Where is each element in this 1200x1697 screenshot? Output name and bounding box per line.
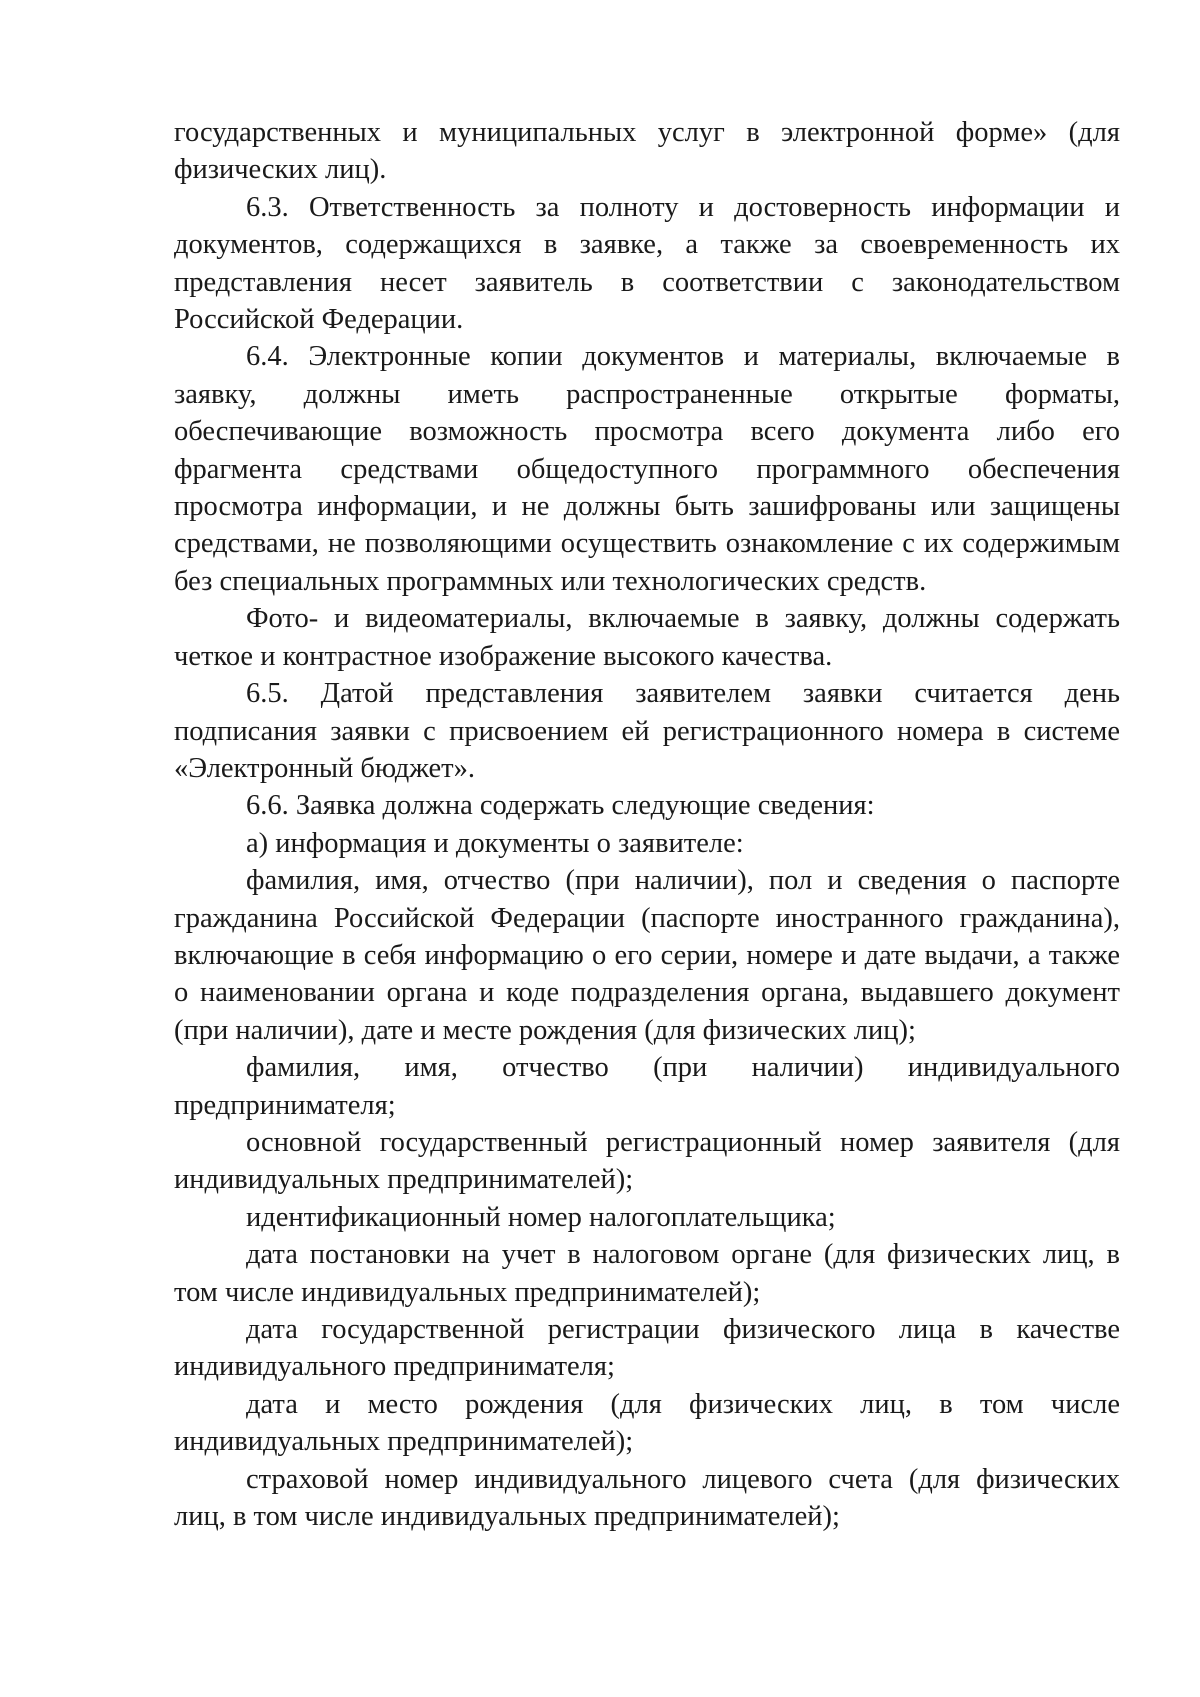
paragraph-tax-registration-date: дата постановки на учет в налоговом органе (для физических лиц, в том числе индивидуальных предпринимателей); [174, 1239, 1120, 1308]
paragraph-6-3: 6.3. Ответственность за полноту и достоверность информации и документов, содержащихся в заявке, а также за своевременность их представления несет заявитель в соответствии с законодательством Российской Федерации. [174, 191, 1120, 336]
paragraph-snils: страховой номер индивидуального лицевого счета (для физических лиц, в том числе индивидуальных предпринимателей); [174, 1463, 1120, 1533]
paragraph-birth-date-place: дата и место рождения (для физических лиц, в том числе индивидуальных предпринимателей); [174, 1388, 1120, 1458]
paragraph-6-6: 6.6. Заявка должна содержать следующие сведения: [246, 790, 875, 822]
paragraph-full-name-passport: фамилия, имя, отчество (при наличии), пол и сведения о паспорте гражданина Российской Федерации (паспорте иностранного гражданина), включающие в себя информацию о его серии, номере и дате выдачи, а также о наименовании органа и коде подразделения органа, выдавшего документ (при наличии), дате и месте рождения (для физических лиц); [174, 865, 1120, 1046]
paragraph-6-5: 6.5. Датой представления заявителем заявки считается день подписания заявки с присвоением ей регистрационного номера в системе «Электронный бюджет». [174, 678, 1120, 784]
paragraph-photo-video: Фото- и видеоматериалы, включаемые в заявку, должны содержать четкое и контрастное изображение высокого качества. [174, 603, 1120, 672]
paragraph-entrepreneur-name: фамилия, имя, отчество (при наличии) индивидуального предпринимателя; [174, 1052, 1120, 1121]
paragraph-continuation: государственных и муниципальных услуг в электронной форме» (для физических лиц). [174, 117, 1120, 186]
paragraph-6-4: 6.4. Электронные копии документов и материалы, включаемые в заявку, должны иметь распространенные открытые форматы, обеспечивающие возможность просмотра всего документа либо его фрагмента средствами общедоступного программного обеспечения просмотра информации, и не должны быть зашифрованы или защищены средствами, не позволяющими осуществить ознакомление с их содержимым без специальных программных или технологических средств. [174, 341, 1120, 597]
paragraph-inn: идентификационный номер налогоплательщика; [246, 1201, 836, 1233]
paragraph-item-a: а) информация и документы о заявителе: [246, 827, 744, 859]
document-body [174, 114, 1120, 1535]
paragraph-ogrn: основной государственный регистрационный номер заявителя (для индивидуальных предпринимателей); [174, 1126, 1120, 1196]
paragraph-state-registration-date: дата государственной регистрации физического лица в качестве индивидуального предпринимателя; [174, 1314, 1120, 1383]
